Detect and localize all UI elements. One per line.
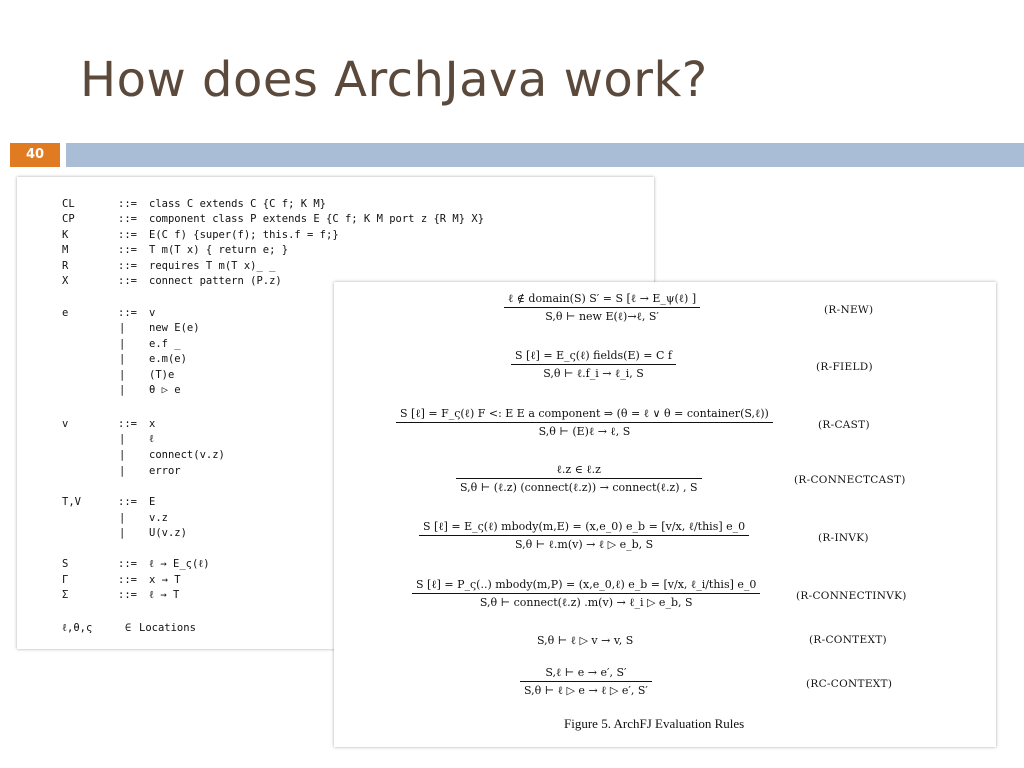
rule-premise: ℓ.z ∈ ℓ.z <box>556 463 601 476</box>
grammar-def: ::= <box>118 496 137 508</box>
rule-r-invk <box>419 520 749 551</box>
rule-premise: S,ℓ ⊢ e → e′, S′ <box>545 666 627 679</box>
grammar-def: | <box>119 384 126 396</box>
grammar-def: ::= <box>118 589 137 601</box>
rule-r-connectinvk <box>412 578 760 609</box>
rule-conclusion: S,θ ⊢ ℓ.f_i → ℓ_i, S <box>511 364 676 380</box>
grammar-nt: T,V <box>62 496 81 508</box>
grammar-nt: ℓ,θ,ς <box>62 622 93 634</box>
rule-conclusion: S,θ ⊢ ℓ ▷ e → ℓ ▷ e′, S′ <box>520 681 652 697</box>
grammar-def: | <box>119 338 126 350</box>
grammar-def: ::= <box>118 213 137 225</box>
grammar-rhs: θ ▷ e <box>149 384 181 396</box>
grammar-def: ::= <box>118 418 137 430</box>
rule-label: (R-FIELD) <box>816 361 873 373</box>
grammar-nt: R <box>62 260 69 272</box>
grammar-def: ::= <box>118 558 137 570</box>
rule-premise: S [ℓ] = E_ς(ℓ) mbody(m,E) = (x,e_0) e_b = [v/x, ℓ/this] e_0 <box>423 520 746 533</box>
grammar-def: ::= <box>118 275 137 287</box>
rule-conclusion: S,θ ⊢ (E)ℓ → ℓ, S <box>396 422 773 438</box>
rule-label: (R-CONTEXT) <box>809 634 887 646</box>
rule-r-cast <box>396 407 773 438</box>
rule-label: (RC-CONTEXT) <box>806 678 893 690</box>
grammar-rhs: error <box>149 465 181 477</box>
evaluation-rules-figure <box>334 282 996 747</box>
grammar-rhs: connect pattern (P.z) <box>149 275 282 287</box>
grammar-rhs: (T)e <box>149 369 175 381</box>
grammar-def: | <box>119 353 126 365</box>
grammar-def: | <box>119 465 126 477</box>
rule-label: (R-INVK) <box>818 532 869 544</box>
rule-r-connectcast <box>456 463 702 494</box>
grammar-def: ::= <box>118 198 137 210</box>
grammar-def: ::= <box>118 260 137 272</box>
slide-title: How does ArchJava work? <box>80 52 708 108</box>
grammar-rhs: ℓ → T <box>149 589 180 601</box>
grammar-def: ::= <box>118 574 137 586</box>
grammar-nt: e <box>62 307 69 319</box>
rule-conclusion: S,θ ⊢ connect(ℓ.z) .m(v) → ℓ_i ▷ e_b, S <box>412 593 760 609</box>
rule-conclusion: S,θ ⊢ (ℓ.z) (connect(ℓ.z)) → connect(ℓ.z) , S <box>456 478 702 494</box>
rule-premise: S [ℓ] = F_ς(ℓ) F <: E E a component ⇒ (θ = ℓ ∨ θ = container(S,ℓ)) <box>400 407 769 420</box>
rule-r-new <box>504 292 700 323</box>
grammar-rhs: E(C f) {super(f); this.f = f;} <box>149 229 339 241</box>
grammar-rhs: U(v.z) <box>149 527 187 539</box>
rule-r-context: S,θ ⊢ ℓ ▷ v → v, S <box>537 634 634 647</box>
grammar-nt: Γ <box>62 574 69 586</box>
rule-premise: S [ℓ] = P_ς(..) mbody(m,P) = (x,e_0,ℓ) e_b = [v/x, ℓ_i/this] e_0 <box>416 578 757 591</box>
grammar-def: | <box>119 449 126 461</box>
rule-rc-context <box>520 666 652 697</box>
rule-conclusion: S,θ ⊢ new E(ℓ)→ℓ, S′ <box>504 307 700 323</box>
grammar-def: | <box>119 369 126 381</box>
grammar-nt: CP <box>62 213 75 225</box>
grammar-rhs: connect(v.z) <box>149 449 225 461</box>
grammar-rhs: E <box>149 496 156 508</box>
rule-conclusion: S,θ ⊢ ℓ.m(v) → ℓ ▷ e_b, S <box>419 535 749 551</box>
grammar-rhs: Locations <box>139 622 196 634</box>
grammar-nt: v <box>62 418 69 430</box>
rule-label: (R-CONNECTCAST) <box>794 474 906 486</box>
grammar-def: | <box>119 433 126 445</box>
grammar-def: ::= <box>118 244 137 256</box>
grammar-rhs: v.z <box>149 512 168 524</box>
grammar-nt: M <box>62 244 69 256</box>
header-bar <box>66 143 1024 167</box>
grammar-rhs: ℓ <box>149 433 155 445</box>
grammar-rhs: new E(e) <box>149 322 200 334</box>
grammar-def: | <box>119 322 126 334</box>
grammar-def: ::= <box>118 307 137 319</box>
grammar-nt: Σ <box>62 589 69 601</box>
grammar-rhs: x → T <box>149 574 181 586</box>
rule-r-field <box>511 349 676 380</box>
grammar-def: | <box>119 512 126 524</box>
rule-premise: ℓ ∉ domain(S) S′ = S [ℓ → E_ψ(ℓ) ] <box>508 292 697 305</box>
grammar-def: ∈ <box>125 622 132 634</box>
grammar-rhs: x <box>149 418 156 430</box>
rule-label: (R-CAST) <box>818 419 870 431</box>
rule-label: (R-CONNECTINVK) <box>796 590 907 602</box>
grammar-rhs: e.m(e) <box>149 353 187 365</box>
slide-number: 40 <box>10 143 60 167</box>
grammar-def: ::= <box>118 229 137 241</box>
grammar-nt: S <box>62 558 69 570</box>
grammar-rhs: ℓ → E_ς(ℓ) <box>149 558 210 570</box>
grammar-nt: CL <box>62 198 75 210</box>
rule-premise: S [ℓ] = E_ς(ℓ) fields(E) = C f <box>515 349 672 362</box>
grammar-rhs: component class P extends E {C f; K M port z {R M} X} <box>149 213 485 225</box>
grammar-rhs: requires T m(T x)_ _ <box>149 260 276 272</box>
rule-label: (R-NEW) <box>824 304 874 316</box>
grammar-rhs: v <box>149 307 156 319</box>
grammar-nt: K <box>62 229 69 241</box>
grammar-rhs: class C extends C {C f; K M} <box>149 198 327 210</box>
figure-caption: Figure 5. ArchFJ Evaluation Rules <box>564 716 745 731</box>
grammar-nt: X <box>62 275 69 287</box>
grammar-rhs: e.f _ <box>149 338 181 350</box>
grammar-def: | <box>119 527 126 539</box>
grammar-rhs: T m(T x) { return e; } <box>149 244 289 256</box>
